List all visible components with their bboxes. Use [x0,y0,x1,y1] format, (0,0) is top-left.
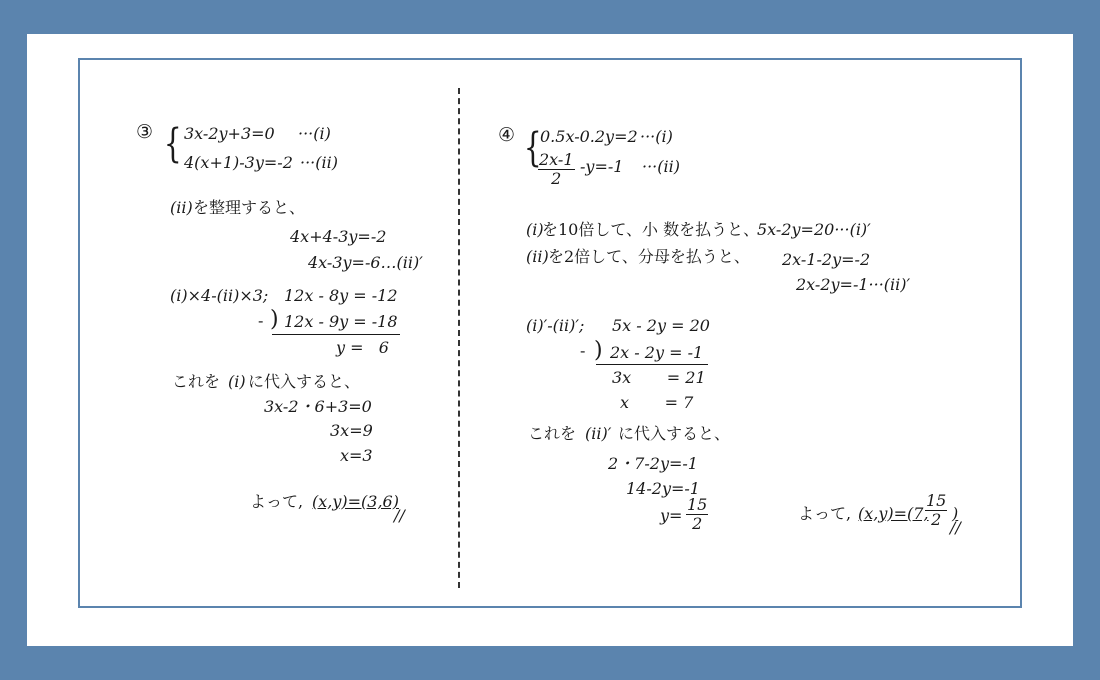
p3-eq1-tag: ···(i) [298,124,331,143]
p3-sub-label: (i) [228,372,246,391]
p4-y-denominator: 2 [692,514,703,533]
p3-sum-line [272,334,400,335]
p3-sub-pre: これを [172,372,221,391]
system-brace: { [523,125,542,171]
p4-elim-row1: 5x - 2y = 20 [612,316,710,335]
p4-elim-minus: - [580,341,586,360]
p4-sum-line [596,364,708,365]
p4-step2-label: (ii) [526,247,549,266]
p4-elim-result1: 3x = 21 [612,368,706,387]
p4-step1-text: を10倍して、小 数を払うと、 [542,220,760,239]
p3-answer-mark: // [394,506,405,525]
p4-sub-pre: これを [528,424,577,443]
p3-sub-line1: 3x-2・6+3=0 [264,397,372,416]
p4-elim-result2: x = 7 [620,393,694,412]
p4-step2-line1: 2x-1-2y=-2 [782,250,871,269]
p3-step1-line2: 4x-3y=-6…(ii)′ [308,253,423,272]
p4-eq2-fraction [538,151,575,188]
p3-sub-line3: x=3 [340,446,373,465]
p3-step1-text: を整理すると、 [193,198,306,217]
p4-answer-open: (x,y)=(7, [858,504,929,523]
p4-y-fraction [686,496,708,533]
p4-eq1: 0.5x-0.2y=2 [540,127,638,146]
p3-sub-line2: 3x=9 [330,421,373,440]
p4-answer-numerator: 15 [926,491,947,510]
p3-step1-label: (ii) [170,198,193,217]
p4-answer-close: ) [952,504,959,523]
p4-sub-line2: 14-2y=-1 [626,479,700,498]
p4-elim-row2: 2x - 2y = -1 [610,343,704,362]
p4-answer-denominator: 2 [931,510,942,529]
p3-sub-post: に代入すると、 [248,372,361,391]
p3-elim-label: (i)×4-(ii)×3; [170,286,269,305]
p4-step2-text: を2倍して、分母を払うと、 [548,247,750,266]
p3-subtract-bracket: ) [270,307,279,332]
p4-sub-post: に代入すると、 [618,424,731,443]
p4-y-numerator: 15 [687,495,708,514]
p4-elim-label: (i)′-(ii)′; [526,316,585,335]
p3-elim-result: y = 6 [336,338,389,357]
p4-answer-mark: // [950,518,961,537]
p3-answer-prefix: よって, [250,492,304,511]
p3-elim-minus: - [258,311,264,330]
p3-eq1: 3x-2y+3=0 [184,124,275,143]
p3-eq2: 4(x+1)-3y=-2 [184,153,293,172]
p4-eq2-denominator: 2 [551,169,562,188]
column-divider [458,88,460,588]
problem-3-number: ③ [136,121,154,143]
p4-eq1-tag: ···(i) [640,127,673,146]
p4-step1-eq: 5x-2y=20···(i)′ [757,220,871,239]
p4-sub-line3-prefix: y= [660,506,683,525]
p3-elim-row2: 12x - 9y = -18 [284,312,398,331]
p4-step2-line2: 2x-2y=-1···(ii)′ [796,275,911,294]
p4-subtract-bracket: ) [594,338,603,363]
p4-answer-fraction [925,492,947,529]
p4-answer-prefix: よって, [798,504,852,523]
p4-eq2-rest: -y=-1 [580,157,624,176]
p3-step1-line1: 4x+4-3y=-2 [290,227,387,246]
p4-eq2-tag: ···(ii) [642,157,680,176]
p3-elim-row1: 12x - 8y = -12 [284,286,398,305]
p3-answer: (x,y)=(3,6) [312,492,399,511]
p4-sub-label: (ii)′ [585,424,612,443]
p4-sub-line1: 2・7-2y=-1 [608,454,698,473]
p4-eq2-numerator: 2x-1 [539,150,574,169]
problem-4-number: ④ [498,124,516,146]
p4-step1-label: (i) [526,220,544,239]
p3-eq2-tag: ···(ii) [300,153,338,172]
system-brace: { [163,121,182,167]
